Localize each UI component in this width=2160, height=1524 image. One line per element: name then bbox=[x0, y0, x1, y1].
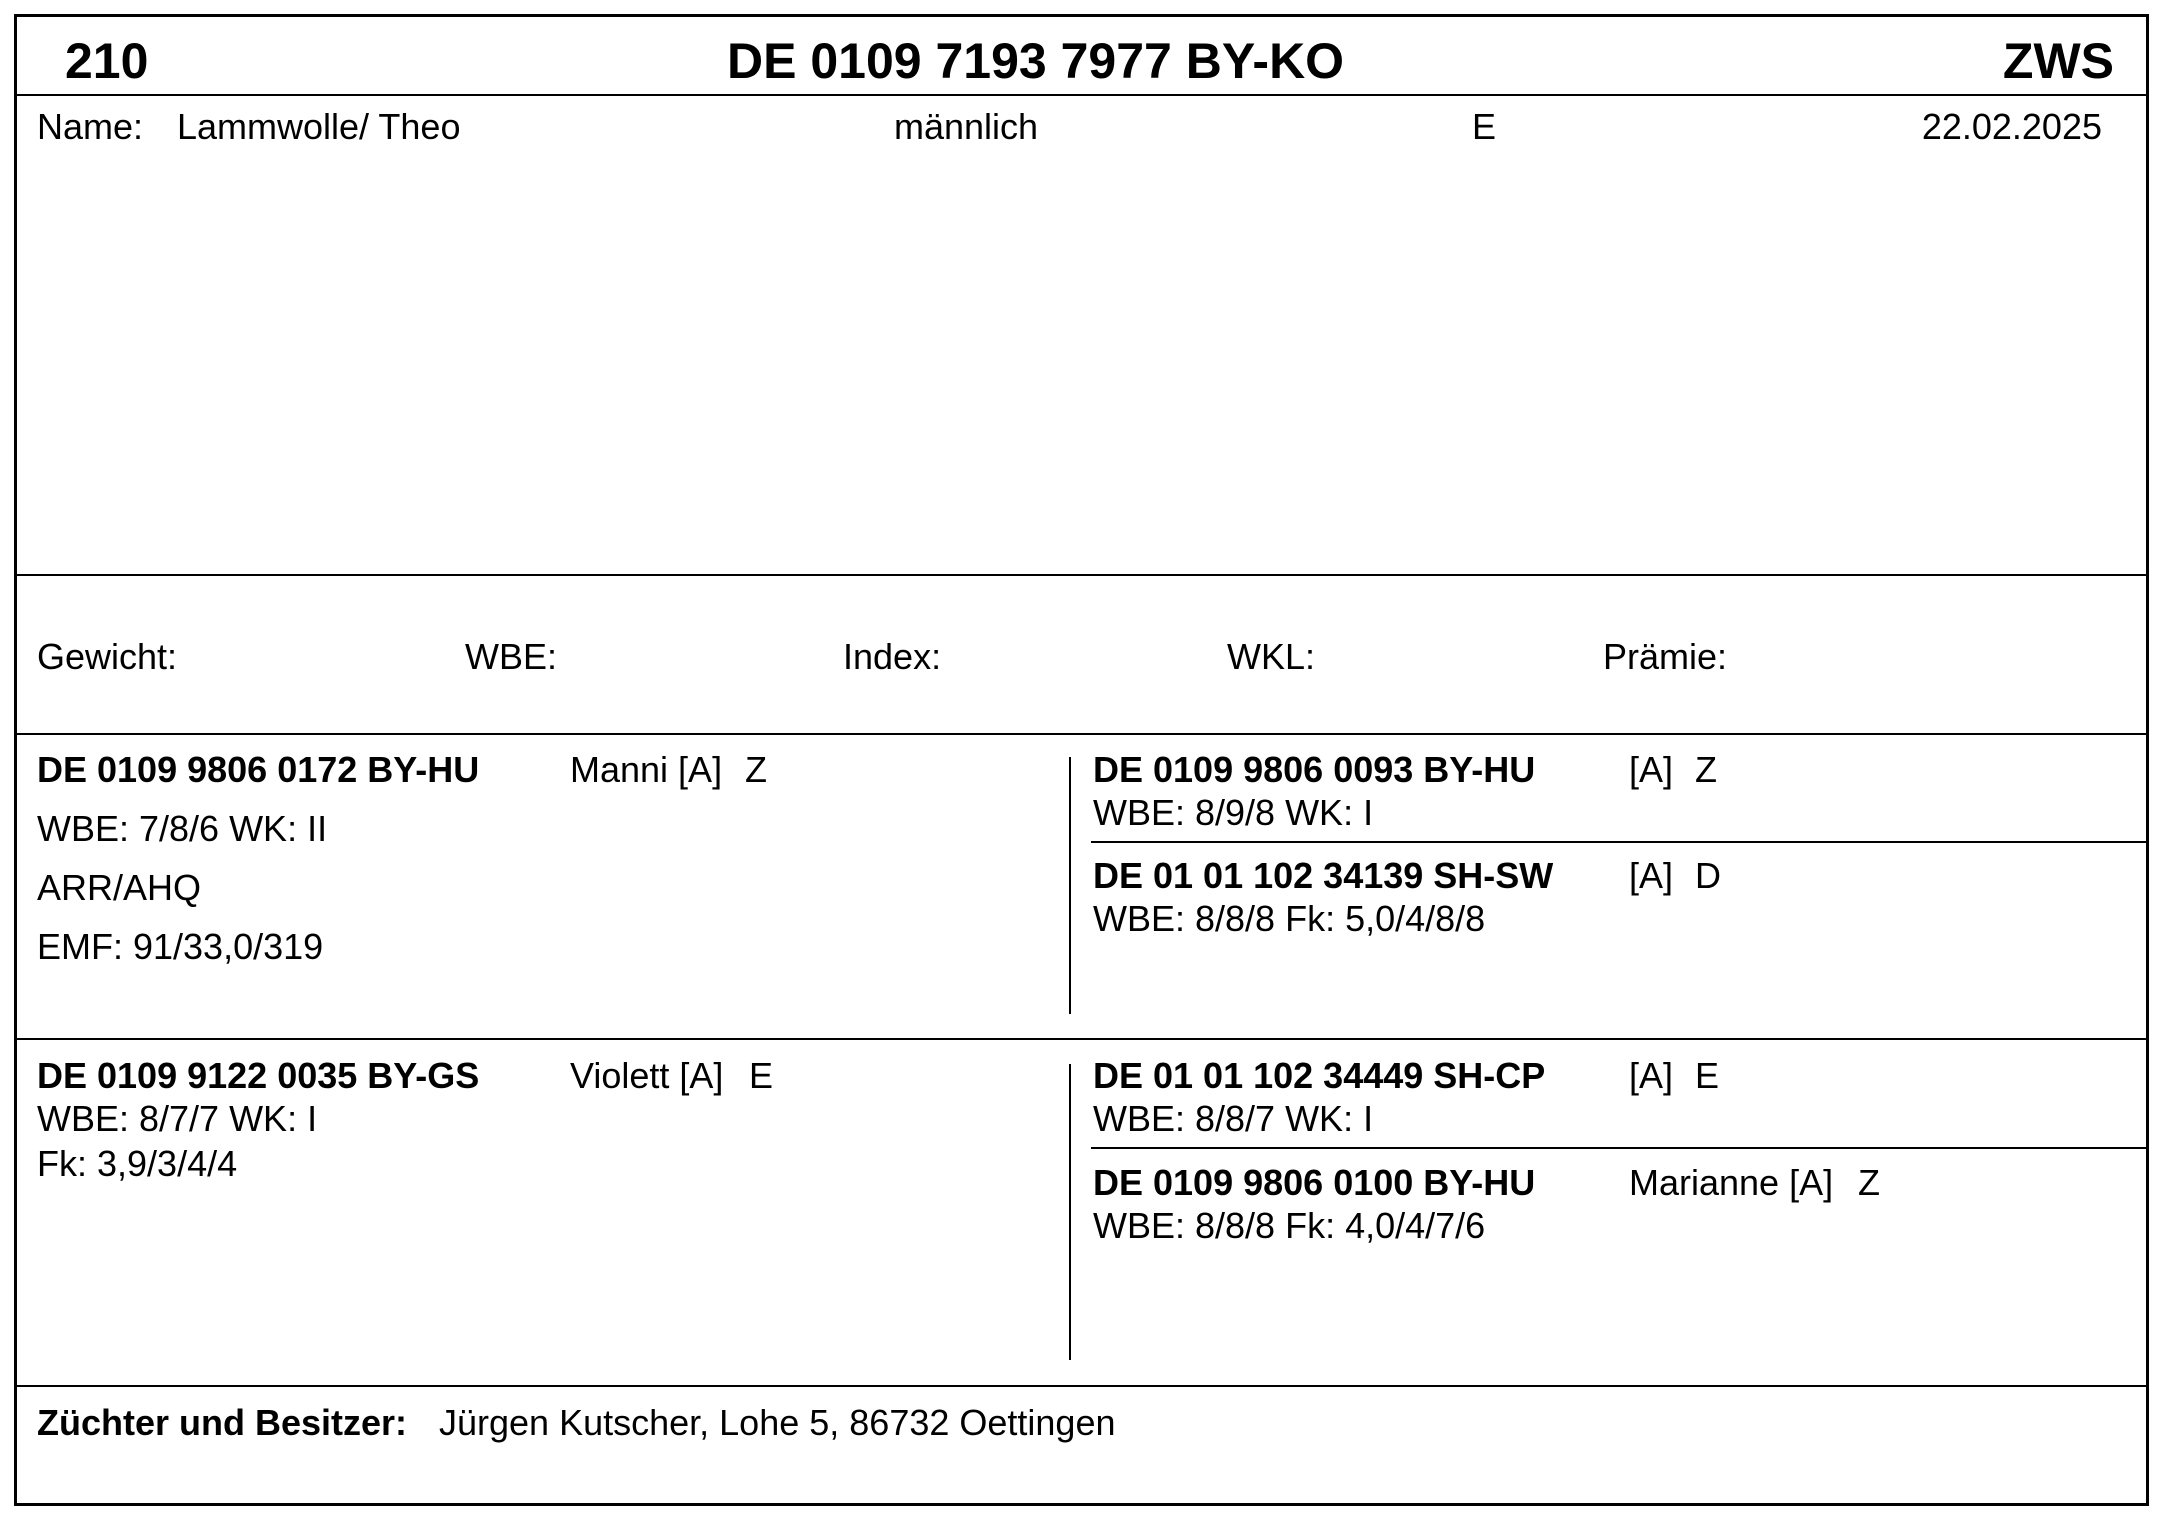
dam-sire-id: DE 01 01 102 34449 SH-CP bbox=[1093, 1055, 1546, 1096]
dam-sire-code: E bbox=[1695, 1055, 1720, 1096]
animal-sex: männlich bbox=[894, 106, 1039, 147]
breeder-value: Jürgen Kutscher, Lohe 5, 86732 Oettingen bbox=[439, 1402, 1116, 1443]
name-label: Name: bbox=[37, 106, 144, 147]
index-label: Index: bbox=[843, 636, 942, 677]
sire-dam-code: D bbox=[1695, 855, 1721, 896]
dam-code: E bbox=[749, 1055, 774, 1096]
sire-sire-name: [A] bbox=[1629, 749, 1674, 790]
sire-id: DE 0109 9806 0172 BY-HU bbox=[37, 749, 480, 790]
dam-dam-code: Z bbox=[1858, 1162, 1880, 1203]
sire-wbe: WBE: 7/8/6 WK: II bbox=[37, 808, 328, 849]
ear-tag-number: DE 0109 7193 7977 BY-KO bbox=[727, 33, 1345, 89]
animal-code: E bbox=[1472, 106, 1497, 147]
birth-date: 22.02.2025 bbox=[1921, 106, 2102, 147]
dam-dam-id: DE 0109 9806 0100 BY-HU bbox=[1093, 1162, 1536, 1203]
breeder-label: Züchter und Besitzer: bbox=[37, 1402, 408, 1443]
wbe-label: WBE: bbox=[465, 636, 558, 677]
weight-label: Gewicht: bbox=[37, 636, 178, 677]
breed-code: ZWS bbox=[2002, 33, 2114, 89]
assessment-divider bbox=[17, 733, 2146, 735]
sire-dam-name: [A] bbox=[1629, 855, 1674, 896]
sire-sire-id: DE 0109 9806 0093 BY-HU bbox=[1093, 749, 1536, 790]
sire-dam-wbe: WBE: 8/8/8 Fk: 5,0/4/8/8 bbox=[1093, 898, 1486, 939]
notes-divider bbox=[17, 574, 2146, 576]
sire-pedigree-divider bbox=[1069, 757, 1071, 1014]
sire-dam-id: DE 01 01 102 34139 SH-SW bbox=[1093, 855, 1554, 896]
dam-pedigree-divider bbox=[1069, 1064, 1071, 1360]
sire-name: Manni [A] bbox=[570, 749, 723, 790]
animal-name: Lammwolle/ Theo bbox=[177, 106, 461, 147]
sire-sire-wbe: WBE: 8/9/8 WK: I bbox=[1093, 792, 1374, 833]
sire-emf: EMF: 91/33,0/319 bbox=[37, 926, 324, 967]
sire-genotype: ARR/AHQ bbox=[37, 867, 202, 908]
dam-wbe: WBE: 8/7/7 WK: I bbox=[37, 1098, 318, 1139]
animal-record-card bbox=[14, 14, 2149, 1506]
dam-id: DE 0109 9122 0035 BY-GS bbox=[37, 1055, 480, 1096]
premium-label: Prämie: bbox=[1603, 636, 1728, 677]
dam-dam-name: Marianne [A] bbox=[1629, 1162, 1834, 1203]
dam-fk: Fk: 3,9/3/4/4 bbox=[37, 1143, 238, 1184]
catalog-number: 210 bbox=[65, 33, 149, 89]
sire-sire-code: Z bbox=[1695, 749, 1717, 790]
dam-sire-name: [A] bbox=[1629, 1055, 1674, 1096]
dam-dam-wbe: WBE: 8/8/8 Fk: 4,0/4/7/6 bbox=[1093, 1205, 1486, 1246]
sire-code: Z bbox=[745, 749, 767, 790]
header-divider bbox=[17, 94, 2146, 96]
sire-grandparents-divider bbox=[1091, 841, 2146, 843]
sire-dam-divider bbox=[17, 1038, 2146, 1040]
dam-sire-wbe: WBE: 8/8/7 WK: I bbox=[1093, 1098, 1374, 1139]
wkl-label: WKL: bbox=[1227, 636, 1316, 677]
dam-name: Violett [A] bbox=[570, 1055, 724, 1096]
breeder-divider bbox=[17, 1385, 2146, 1387]
dam-grandparents-divider bbox=[1091, 1147, 2146, 1149]
